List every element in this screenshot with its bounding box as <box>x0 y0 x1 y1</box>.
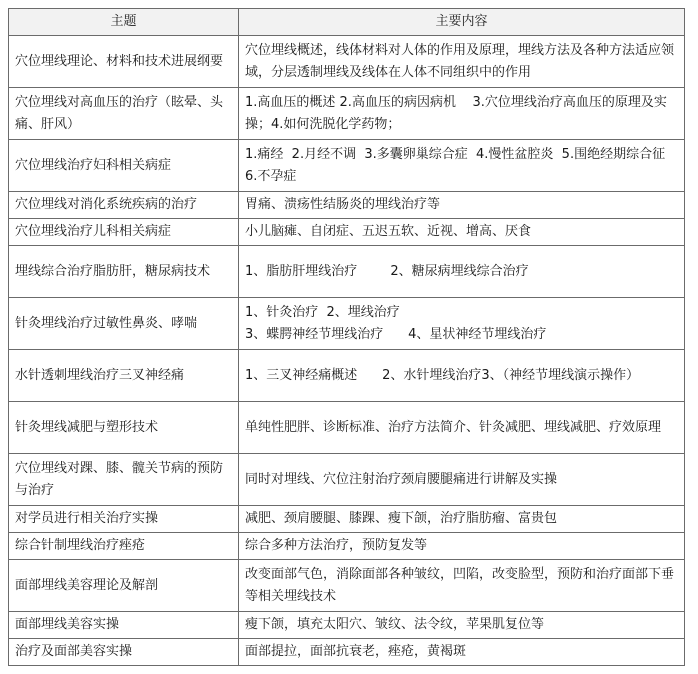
topic-cell: 针灸埋线治疗过敏性鼻炎、哮喘 <box>9 298 239 350</box>
table-row <box>9 88 685 140</box>
topic-cell: 面部埋线美容实操 <box>9 612 239 639</box>
topic-cell: 穴位埋线对踝、膝、髋关节病的预防与治疗 <box>9 454 239 506</box>
topic-cell: 综合针制埋线治疗痤疮 <box>9 533 239 560</box>
table-row <box>9 402 685 454</box>
topic-cell: 水针透刺埋线治疗三叉神经痛 <box>9 350 239 402</box>
content-cell: 1、针灸治疗 2、埋线治疗 3、蝶腭神经节埋线治疗 4、星状神经节埋线治疗 <box>239 298 685 350</box>
content-cell: 1、三叉神经痛概述 2、水针埋线治疗3、（神经节埋线演示操作） <box>239 350 685 402</box>
table-row <box>9 506 685 533</box>
table-row <box>9 533 685 560</box>
content-cell: 小儿脑瘫、自闭症、五迟五软、近视、增高、厌食 <box>239 219 685 246</box>
table-row <box>9 612 685 639</box>
table-row <box>9 298 685 350</box>
topic-cell: 穴位埋线对高血压的治疗（眩晕、头痛、肝风） <box>9 88 239 140</box>
content-cell: 1.痛经 2.月经不调 3.多囊卵巢综合症 4.慢性盆腔炎 5.围绝经期综合征 6.不孕症 <box>239 140 685 192</box>
content-cell: 瘦下颌，填充太阳穴、皱纹、法令纹，苹果肌复位等 <box>239 612 685 639</box>
topic-cell: 穴位埋线治疗儿科相关病症 <box>9 219 239 246</box>
content-cell: 改变面部气色，消除面部各种皱纹，凹陷，改变脸型，预防和治疗面部下垂等相关埋线技术 <box>239 560 685 612</box>
header-topic: 主题 <box>9 9 239 36</box>
table-row <box>9 219 685 246</box>
table-row <box>9 140 685 192</box>
topic-cell: 穴位埋线对消化系统疾病的治疗 <box>9 192 239 219</box>
topic-cell: 穴位埋线治疗妇科相关病症 <box>9 140 239 192</box>
topic-cell: 对学员进行相关治疗实操 <box>9 506 239 533</box>
content-cell: 胃痛、溃疡性结肠炎的埋线治疗等 <box>239 192 685 219</box>
course-table <box>8 8 685 666</box>
content-cell: 面部提拉，面部抗衰老，痤疮，黄褐斑 <box>239 639 685 666</box>
content-cell: 同时对埋线、穴位注射治疗颈肩腰腿痛进行讲解及实操 <box>239 454 685 506</box>
table-row <box>9 246 685 298</box>
topic-cell: 埋线综合治疗脂肪肝，糖尿病技术 <box>9 246 239 298</box>
table-row <box>9 454 685 506</box>
topic-cell: 针灸埋线减肥与塑形技术 <box>9 402 239 454</box>
table-row <box>9 560 685 612</box>
table-row <box>9 36 685 88</box>
topic-cell: 面部埋线美容理论及解剖 <box>9 560 239 612</box>
content-cell: 1、脂肪肝埋线治疗 2、糖尿病埋线综合治疗 <box>239 246 685 298</box>
content-cell: 穴位埋线概述，线体材料对人体的作用及原理，埋线方法及各种方法适应领域，分层透制埋线及线体在人体不同组织中的作用 <box>239 36 685 88</box>
content-cell: 1.高血压的概述 2.高血压的病因病机 3.穴位埋线治疗高血压的原理及实操；4.如何洗脱化学药物； <box>239 88 685 140</box>
topic-cell: 穴位埋线理论、材料和技术进展纲要 <box>9 36 239 88</box>
header-content: 主要内容 <box>239 9 685 36</box>
table-row <box>9 350 685 402</box>
table-row <box>9 639 685 666</box>
content-cell: 减肥、颈肩腰腿、膝踝、瘦下颌，治疗脂肪瘤、富贵包 <box>239 506 685 533</box>
table-row <box>9 192 685 219</box>
topic-cell: 治疗及面部美容实操 <box>9 639 239 666</box>
content-cell: 单纯性肥胖、诊断标准、治疗方法简介、针灸减肥、埋线减肥、疗效原理 <box>239 402 685 454</box>
table-header-row <box>9 9 685 36</box>
content-cell: 综合多种方法治疗，预防复发等 <box>239 533 685 560</box>
